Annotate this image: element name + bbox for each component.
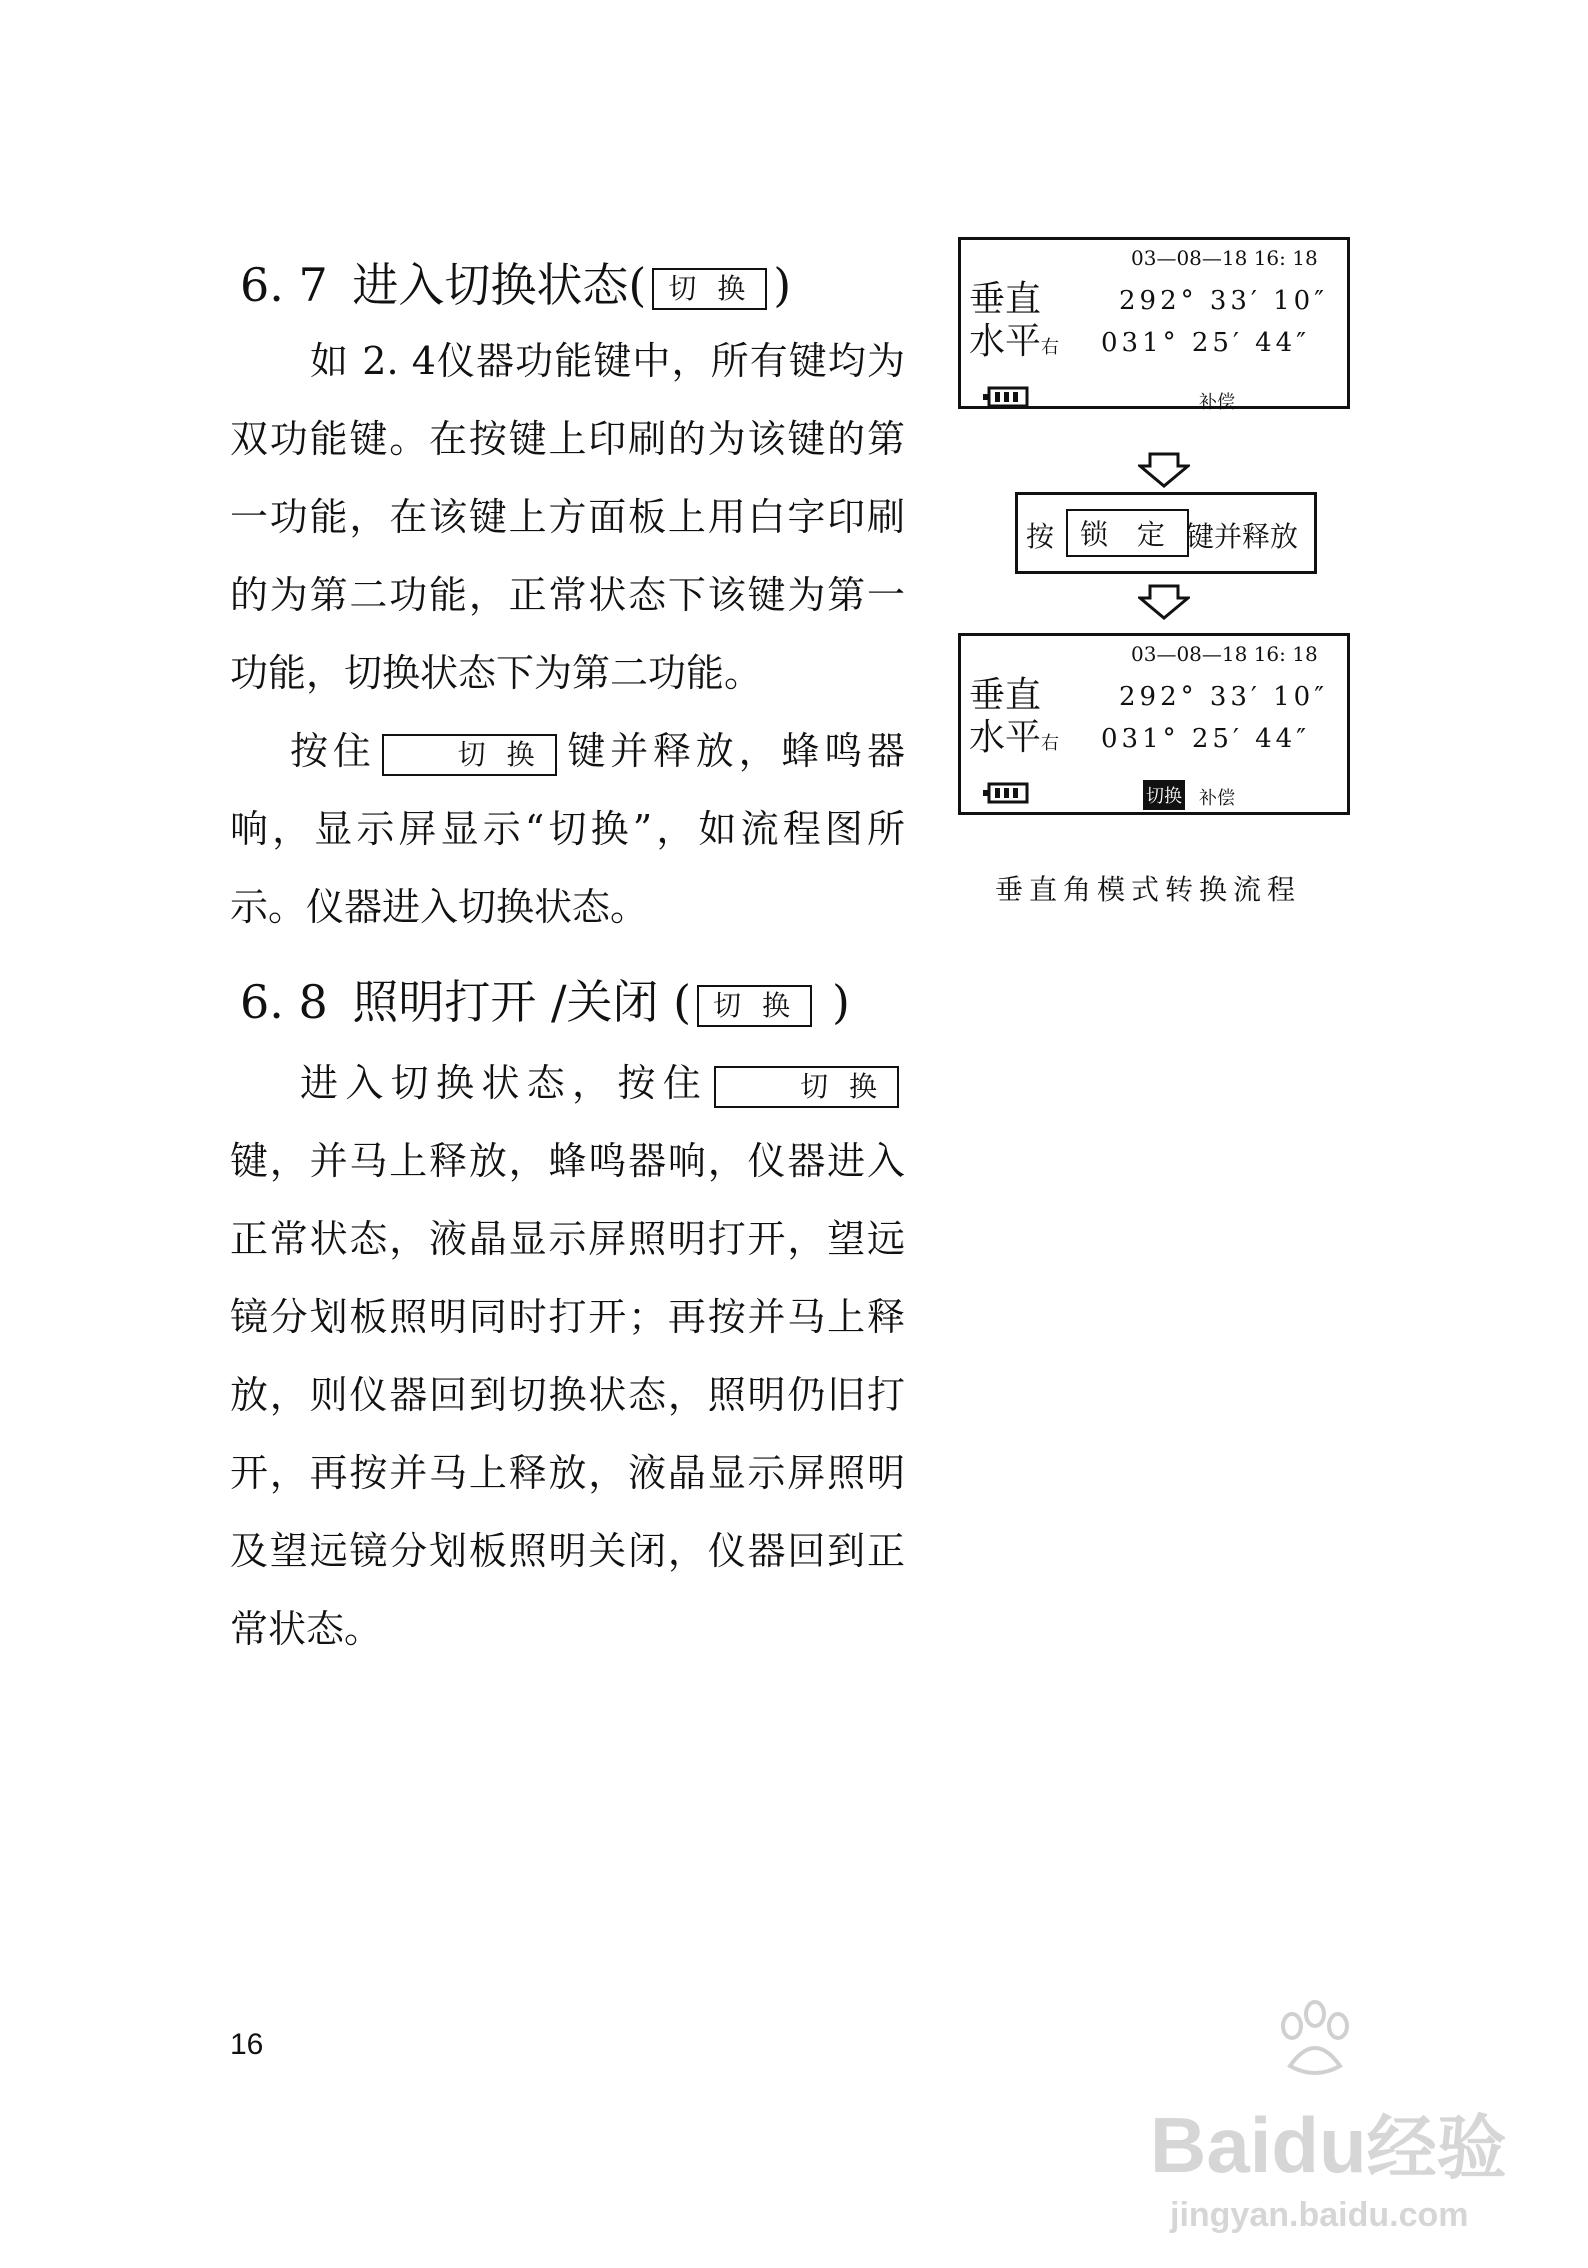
switch-key-label: 切 换 <box>382 734 557 776</box>
switch-key-label: 切 换 <box>697 985 812 1027</box>
horizontal-label: 水平右 <box>969 321 1060 362</box>
step-press-lock: 按 锁 定 键并释放 <box>1015 492 1317 574</box>
watermark-url: jingyan.baidu.com <box>1170 2196 1469 2234</box>
vertical-angle-value: 292° 33′ 10″ <box>1119 682 1328 712</box>
lcd-display-after <box>958 633 1350 815</box>
down-arrow-icon <box>1138 452 1190 488</box>
horizontal-label: 水平右 <box>969 717 1060 758</box>
battery-icon <box>983 782 1029 804</box>
paragraph-text: 如 2. 4仪器功能键中，所有键均为双功能键。在按键上印刷的为该键的第一功能，在该键上方面板上用白字印刷的为第二功能，正常状态下该键为第一功能，切换状态下为第二功能。 <box>230 339 905 695</box>
paragraph-enter-switch: 按住 切 换 键并释放，蜂鸣器响，显示屏显示“切换”，如流程图所示。仪器进入切换状态。 <box>230 729 905 929</box>
switch-mode-indicator: 切换 <box>1143 780 1185 810</box>
vertical-label: 垂直 <box>969 675 1042 716</box>
compensation-label: 补偿 <box>1199 788 1235 809</box>
section-title: 照明打开 /关闭 <box>352 975 659 1029</box>
down-arrow-icon <box>1138 584 1190 620</box>
lcd-display-before <box>958 237 1350 413</box>
vertical-label: 垂直 <box>969 279 1042 320</box>
datetime-readout: 03—08—18 16: 18 <box>1131 642 1318 666</box>
horizontal-angle-value: 031° 25′ 44″ <box>1101 328 1310 358</box>
section-number: 6. 8 <box>240 975 328 1029</box>
switch-key-label: 切 换 <box>652 268 767 310</box>
baidu-watermark: Baidu经验 jingyan.baidu.com <box>1150 2000 1530 2260</box>
lock-key-label: 锁 定 <box>1066 509 1189 557</box>
battery-icon <box>983 386 1029 408</box>
paw-logo-icon <box>1270 2000 1360 2080</box>
section-6-8-heading: 6. 8 照明打开 /关闭 ( 切 换 ) <box>240 975 850 1029</box>
vertical-angle-value: 292° 33′ 10″ <box>1119 286 1328 316</box>
section-6-7-heading: 6. 7 进入切换状态( 切 换 ) <box>240 258 792 312</box>
datetime-readout: 03—08—18 16: 18 <box>1131 246 1318 270</box>
paragraph-illumination: 进入切换状态，按住 切 换键，并马上释放，蜂鸣器响，仪器进入正常状态，液晶显示屏照明打开，望远镜分划板照明同时打开；再按并马上释放，则仪器回到切换状态，照明仍旧打开，再按并马上释放，液晶显示屏照明及望远镜分划板照明关闭，仪器回到正常状态。 <box>230 1061 905 1651</box>
page-number: 16 <box>230 2028 264 2061</box>
compensation-label: 补偿 <box>1199 392 1235 413</box>
horizontal-angle-value: 031° 25′ 44″ <box>1101 724 1310 754</box>
section-title: 进入切换状态 <box>352 258 629 312</box>
paragraph-dual-function-keys <box>230 322 905 712</box>
switch-key-label: 切 换 <box>714 1066 899 1108</box>
figure-caption: 垂直角模式转换流程 <box>995 873 1302 906</box>
section-number: 6. 7 <box>240 258 328 312</box>
